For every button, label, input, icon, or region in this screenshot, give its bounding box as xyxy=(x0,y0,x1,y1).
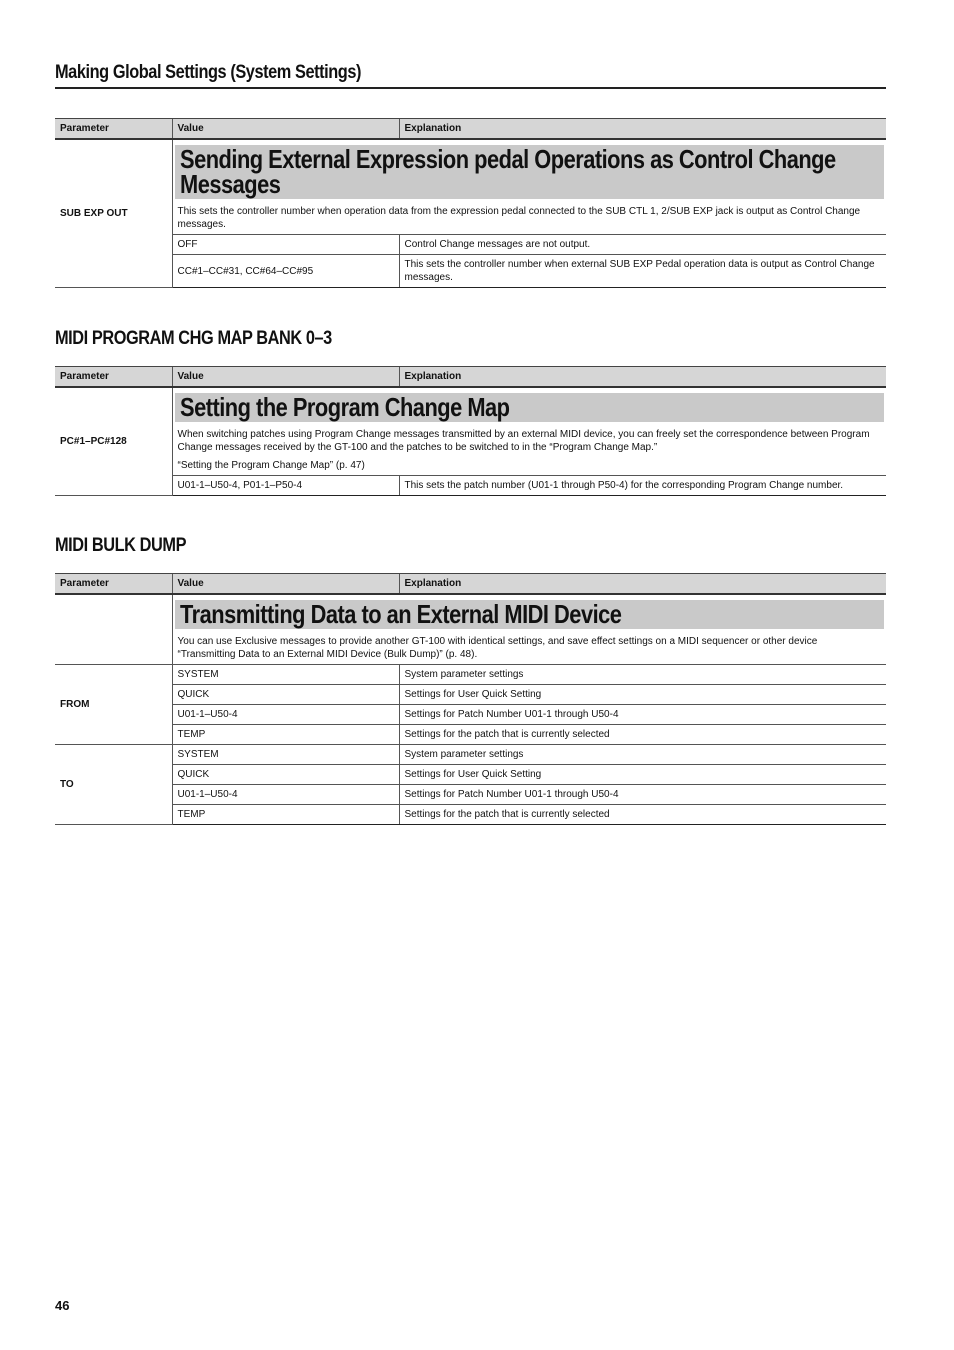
column-header-value: Value xyxy=(172,574,399,595)
section-title-bulk-dump: MIDI BULK DUMP xyxy=(55,535,187,556)
bulk-dump-table xyxy=(55,573,886,825)
value-cell: SYSTEM xyxy=(172,745,399,765)
parameter-name: TO xyxy=(55,745,172,825)
value-cell: QUICK xyxy=(172,765,399,785)
explanation-cell: Settings for User Quick Setting xyxy=(399,685,886,705)
explanation-cell: Settings for the patch that is currently selected xyxy=(399,805,886,825)
column-header-parameter: Parameter xyxy=(55,367,172,388)
explanation-cell: System parameter settings xyxy=(399,665,886,685)
parameter-description: When switching patches using Program Change messages transmitted by an external MIDI device, you can freely set the correspondence between Program Change messages received by the GT-100 and the patches to be switched to in the “Program Change Map.” xyxy=(177,429,870,453)
explanation-cell: Settings for User Quick Setting xyxy=(399,765,886,785)
table-header-row xyxy=(55,367,886,388)
page-number: 46 xyxy=(55,1298,70,1313)
page-reference: “Setting the Program Change Map” (p. 47) xyxy=(177,460,365,471)
table-row xyxy=(55,476,886,496)
section-banner: Sending External Expression pedal Operations as Control Change Messages xyxy=(175,145,885,199)
table-row xyxy=(55,139,886,235)
table-row xyxy=(55,235,886,255)
table-row xyxy=(55,255,886,288)
value-cell: U01-1–U50-4, P01-1–P50-4 xyxy=(172,476,399,496)
parameter-name: PC#1–PC#128 xyxy=(55,387,172,496)
explanation-cell: Settings for Patch Number U01-1 through U50-4 xyxy=(399,705,886,725)
parameter-description-cell xyxy=(172,594,886,665)
program-map-table xyxy=(55,366,886,496)
column-header-value: Value xyxy=(172,119,399,140)
sub-exp-table xyxy=(55,118,886,288)
page-reference: “Transmitting Data to an External MIDI Device (Bulk Dump)” (p. 48). xyxy=(177,649,478,660)
table-row xyxy=(55,745,886,765)
column-header-parameter: Parameter xyxy=(55,119,172,140)
table-row xyxy=(55,594,886,665)
column-header-explanation: Explanation xyxy=(399,367,886,388)
explanation-cell: Control Change messages are not output. xyxy=(399,235,886,255)
column-header-explanation: Explanation xyxy=(399,574,886,595)
table-row xyxy=(55,685,886,705)
column-header-value: Value xyxy=(172,367,399,388)
value-cell: SYSTEM xyxy=(172,665,399,685)
column-header-explanation: Explanation xyxy=(399,119,886,140)
table-row xyxy=(55,725,886,745)
value-cell: OFF xyxy=(172,235,399,255)
page-title: Making Global Settings (System Settings) xyxy=(55,62,362,83)
table-row xyxy=(55,805,886,825)
value-cell: U01-1–U50-4 xyxy=(172,705,399,725)
explanation-cell: This sets the patch number (U01-1 through P50-4) for the corresponding Program Change number. xyxy=(399,476,886,496)
section-banner: Transmitting Data to an External MIDI Device xyxy=(175,600,885,629)
explanation-cell: Settings for the patch that is currently selected xyxy=(399,725,886,745)
column-header-parameter: Parameter xyxy=(55,574,172,595)
table-row xyxy=(55,785,886,805)
value-cell: CC#1–CC#31, CC#64–CC#95 xyxy=(172,255,399,288)
value-cell: TEMP xyxy=(172,805,399,825)
page-header xyxy=(55,62,886,89)
parameter-name: FROM xyxy=(55,665,172,745)
explanation-cell: Settings for Patch Number U01-1 through U50-4 xyxy=(399,785,886,805)
explanation-cell: System parameter settings xyxy=(399,745,886,765)
value-cell: U01-1–U50-4 xyxy=(172,785,399,805)
section-title-program-map: MIDI PROGRAM CHG MAP BANK 0–3 xyxy=(55,328,332,349)
table-row xyxy=(55,705,886,725)
parameter-name: SUB EXP OUT xyxy=(55,139,172,288)
value-cell: QUICK xyxy=(172,685,399,705)
table-row xyxy=(55,387,886,476)
parameter-description-cell xyxy=(172,387,886,476)
table-row xyxy=(55,765,886,785)
table-row xyxy=(55,665,886,685)
parameter-description: You can use Exclusive messages to provide another GT-100 with identical settings, and save effect settings on a MIDI sequencer or other device xyxy=(177,636,818,647)
table-header-row xyxy=(55,119,886,140)
table-header-row xyxy=(55,574,886,595)
parameter-description: This sets the controller number when operation data from the expression pedal connected to the SUB CTL 1, 2/SUB EXP jack is output as Control Change messages. xyxy=(177,206,861,230)
section-banner: Setting the Program Change Map xyxy=(175,393,885,422)
parameter-description-cell xyxy=(172,139,886,235)
value-cell: TEMP xyxy=(172,725,399,745)
explanation-cell: This sets the controller number when external SUB EXP Pedal operation data is output as Control Change messages. xyxy=(399,255,886,288)
parameter-name-empty xyxy=(55,594,172,665)
